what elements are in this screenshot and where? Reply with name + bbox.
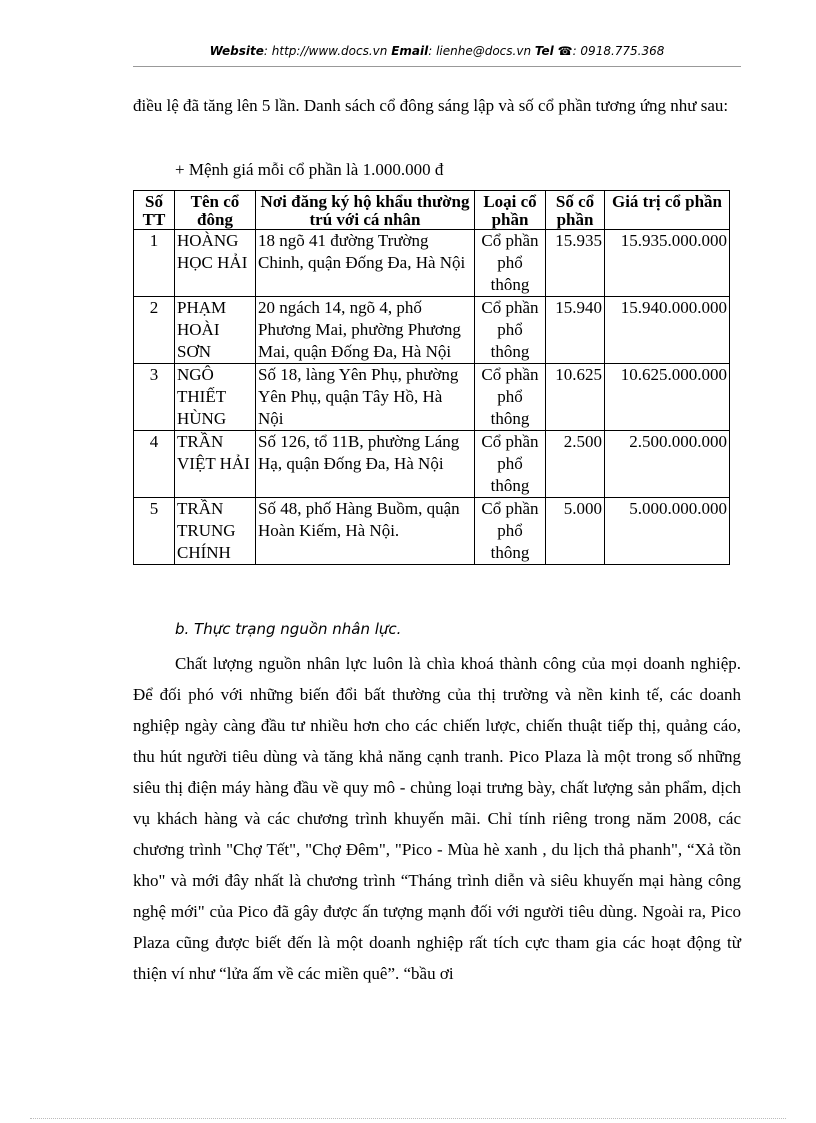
cell-value: 15.935.000.000 (605, 230, 730, 297)
col-header-quantity: Số cổ phần (546, 191, 605, 230)
cell-name: HOÀNG HỌC HẢI (175, 230, 256, 297)
cell-name: TRẦN TRUNG CHÍNH (175, 498, 256, 565)
cell-type: Cổ phần phổ thông (475, 297, 546, 364)
cell-quantity: 15.940 (546, 297, 605, 364)
col-header-stt: Số TT (134, 191, 175, 230)
section-subheading: b. Thực trạng nguồn nhân lực. (175, 620, 402, 638)
body-paragraph: Chất lượng nguồn nhân lực luôn là chìa khoá thành công của mọi doanh nghiệp. Để đối phó với những biến đổi bất thường của thị trường và nền kinh tế, các doanh nghiệp ngày càng đầu tư nhiều hơn cho các chiến lược, chiến thuật tiếp thị, quảng cáo, thu hút người tiêu dùng và tăng khả năng cạnh tranh. Pico Plaza là một trong số những siêu thị điện máy hàng đầu về quy mô - chủng loại trưng bày, chất lượng sản phẩm, dịch vụ khách hàng và các chương trình khuyến mãi. Chỉ tính riêng trong năm 2008, các chương trình "Chợ Tết", "Chợ Đêm", "Pico - Mùa hè xanh , du lịch thả phanh", “Xả tồn kho" và mới đây nhất là chương trình “Tháng trình diễn và siêu khuyến mại hàng công nghệ mới" của Pico đã gây được ấn tượng mạnh đối với người tiêu dùng. Ngoài ra, Pico Plaza cũng được biết đến là một doanh nghiệp rất tích cực tham gia các hoạt động từ thiện ví như “lửa ấm về các miền quê”. “bầu ơi (133, 654, 741, 983)
col-header-address: Nơi đăng ký hộ khẩu thường trú với cá nhân (256, 191, 475, 230)
cell-type: Cổ phần phổ thông (475, 230, 546, 297)
col-header-value: Giá trị cổ phần (605, 191, 730, 230)
table-header-row (134, 191, 730, 230)
par-value-note: + Mệnh giá mỗi cổ phần là 1.000.000 đ (175, 160, 444, 179)
intro-paragraph: điều lệ đã tăng lên 5 lần. Danh sách cổ đông sáng lập và số cổ phần tương ứng như sau: (133, 96, 729, 115)
cell-value: 10.625.000.000 (605, 364, 730, 431)
cell-type: Cổ phần phổ thông (475, 431, 546, 498)
cell-address: Số 48, phố Hàng Buồm, quận Hoàn Kiếm, Hà Nội. (256, 498, 475, 565)
header-divider (133, 66, 741, 67)
page-header (133, 44, 741, 58)
email-value: : lienhe@docs.vn (428, 44, 532, 58)
phone-icon: ☎ (557, 44, 573, 58)
cell-stt: 4 (134, 431, 175, 498)
cell-address: Số 126, tổ 11B, phường Láng Hạ, quận Đống Đa, Hà Nội (256, 431, 475, 498)
cell-quantity: 5.000 (546, 498, 605, 565)
table-row (134, 297, 730, 364)
cell-name: NGÔ THIẾT HÙNG (175, 364, 256, 431)
footer-divider (30, 1118, 786, 1119)
tel-value: : 0918.775.368 (572, 44, 665, 58)
table-row (134, 230, 730, 297)
cell-value: 15.940.000.000 (605, 297, 730, 364)
col-header-name: Tên cổ đông (175, 191, 256, 230)
cell-value: 5.000.000.000 (605, 498, 730, 565)
cell-quantity: 2.500 (546, 431, 605, 498)
cell-address: Số 18, làng Yên Phụ, phường Yên Phụ, quận Tây Hồ, Hà Nội (256, 364, 475, 431)
website-value: : http://www.docs.vn (263, 44, 388, 58)
cell-type: Cổ phần phổ thông (475, 498, 546, 565)
table-row (134, 431, 730, 498)
cell-quantity: 15.935 (546, 230, 605, 297)
col-header-type: Loại cổ phần (475, 191, 546, 230)
cell-value: 2.500.000.000 (605, 431, 730, 498)
website-label: Website (209, 44, 264, 58)
cell-name: PHẠM HOÀI SƠN (175, 297, 256, 364)
cell-address: 20 ngách 14, ngõ 4, phố Phương Mai, phường Phương Mai, quận Đống Đa, Hà Nội (256, 297, 475, 364)
email-label: Email (391, 44, 429, 58)
table-row (134, 364, 730, 431)
table-row (134, 498, 730, 565)
shareholder-table (133, 190, 730, 565)
tel-label: Tel (534, 44, 554, 58)
cell-stt: 2 (134, 297, 175, 364)
cell-stt: 1 (134, 230, 175, 297)
cell-type: Cổ phần phổ thông (475, 364, 546, 431)
cell-name: TRẦN VIỆT HẢI (175, 431, 256, 498)
cell-quantity: 10.625 (546, 364, 605, 431)
cell-stt: 5 (134, 498, 175, 565)
cell-address: 18 ngõ 41 đường Trường Chinh, quận Đống Đa, Hà Nội (256, 230, 475, 297)
cell-stt: 3 (134, 364, 175, 431)
